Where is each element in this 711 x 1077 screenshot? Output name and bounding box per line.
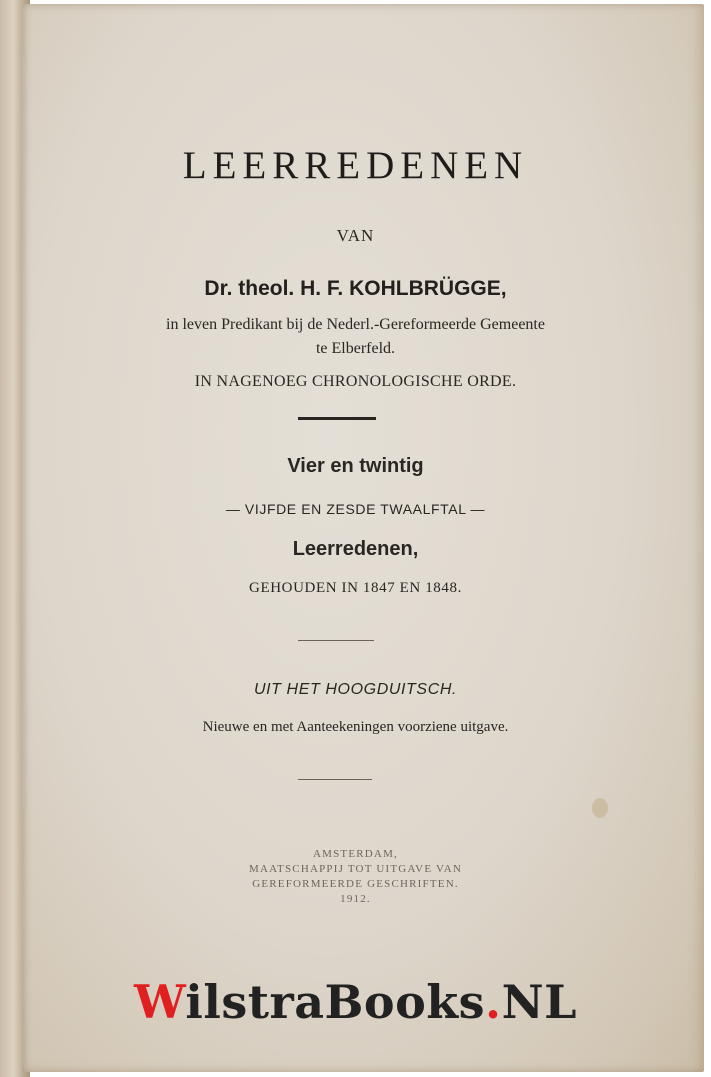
watermark-logo	[0, 975, 711, 1029]
divider-thin	[298, 779, 372, 780]
watermark-dot: .	[485, 975, 502, 1029]
book-title: LEERREDENEN	[182, 144, 529, 187]
held-years: GEHOUDEN IN 1847 EN 1848.	[249, 580, 462, 596]
series-note: — VIJFDE EN ZESDE TWAALFTAL —	[225, 501, 486, 517]
divider-thin	[298, 640, 374, 641]
watermark-first-letter: W	[134, 975, 186, 1029]
watermark-middle: ilstraBooks	[185, 975, 486, 1029]
divider-thick	[298, 417, 376, 420]
author-position-line1: in leven Predikant bij de Nederl.-Gereformeerde Gemeente	[166, 316, 545, 333]
author-position-line2: te Elberfeld.	[315, 340, 396, 357]
imprint-publisher-line1: MAATSCHAPPIJ TOT UITGAVE VAN	[249, 863, 462, 875]
imprint-publisher-line2: GEREFORMEERDE GESCHRIFTEN.	[252, 878, 459, 890]
sermons-heading: Leerredenen,	[292, 538, 419, 560]
sermon-count: Vier en twintig	[287, 455, 424, 477]
paper-stain	[592, 798, 608, 818]
translation-note: UIT HET HOOGDUITSCH.	[253, 681, 458, 698]
edition-note: Nieuwe en met Aanteekeningen voorziene uitgave.	[202, 719, 509, 735]
imprint-city: AMSTERDAM,	[312, 848, 399, 860]
watermark-suffix: NL	[501, 975, 577, 1029]
imprint-year: 1912.	[340, 893, 371, 905]
order-note: IN NAGENOEG CHRONOLOGISCHE ORDE.	[194, 373, 517, 390]
author-name: Dr. theol. H. F. KOHLBRÜGGE,	[204, 277, 507, 300]
title-preposition: VAN	[336, 226, 375, 245]
